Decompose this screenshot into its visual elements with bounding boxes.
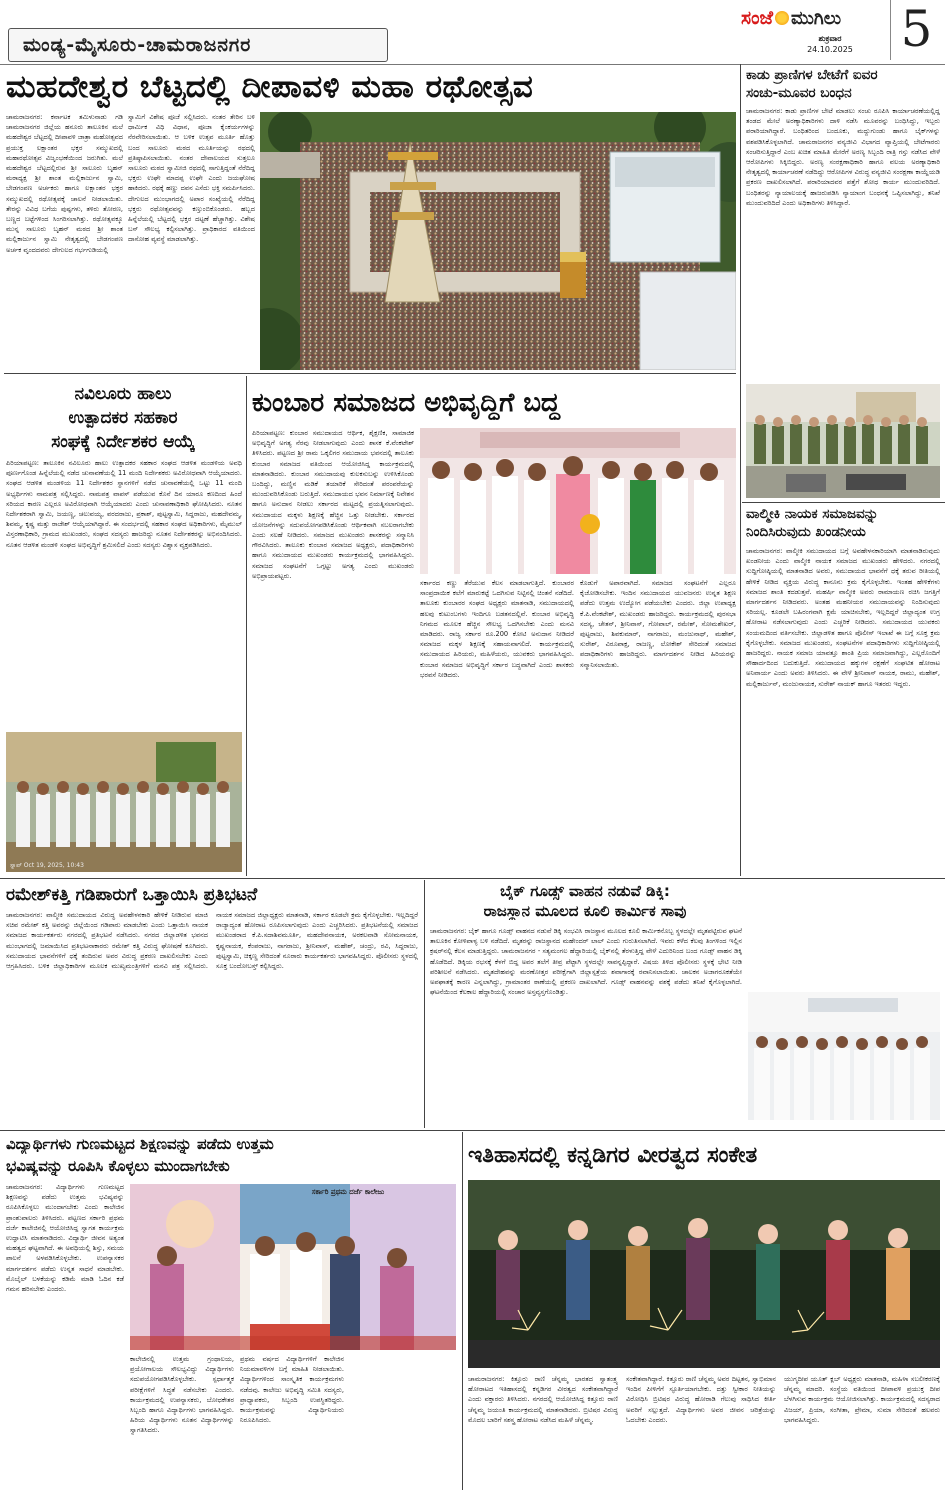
temple-crowd-illustration [260,112,736,370]
milk-headline-line3: ಸಂಘಕ್ಕೆ ನಿರ್ದೇಶಕರ ಆಯ್ಕೆ [51,432,195,452]
divider [0,878,945,879]
office-group-illustration [748,992,940,1120]
column-divider [424,880,425,1128]
felicitation-illustration [420,428,736,574]
column-divider [462,1132,463,1490]
wildlife-headline-line1: ಕಾಡು ಪ್ರಾಣಿಗಳ ಬೇಟೆಗೆ ಐವರ [746,67,878,83]
issue-date: 24.10.2025 [807,45,853,54]
wildlife-headline-line2: ಸಂಚು-ಮೂವರ ಬಂಧನ [746,85,852,101]
photo-timestamp: ಸ್ನಾಪ್ Oct 19, 2025, 10:43 [10,862,84,869]
kannada-col2: ಸಂಕೇತವಾಗಿದ್ದಾರೆ. ಕಿತ್ತೂರು ರಾಣಿ ಚೆನ್ನಮ್ಮ ಅವರ ದಿಟ್ಟತನ, ಸ್ವಾಭಿಮಾನ ಇಂದಿನ ಪೀಳಿಗೆಗೆ ಸ್ಫೂರ್ತಿಯಾಗಬೇಕು. ದತ್ತು ಸ್ವೀಕಾರ ನೀತಿಯನ್ನು ವಿರೋಧಿಸಿ ಬ್ರಿಟಿಷರ ವಿರುದ್ಧ ಹೋರಾಡಿ ಗೆಲುವು ಸಾಧಿಸಿದ ಕೀರ್ತಿ ಅವರಿಗೆ ಸಲ್ಲುತ್ತದೆ. ವಿದ್ಯಾರ್ಥಿಗಳು ಅವರ ಜೀವನ ಚರಿತ್ರೆಯನ್ನು ಓದಬೇಕು ಎಂದರು. [626,1375,776,1424]
kumbara-col3: ಕೊಡುಗೆ ಅಪಾರವಾಗಿದೆ. ಸಮಾಜದ ಸಂಘಟನೆಗೆ ಎಲ್ಲರೂ ಕೈಜೋಡಿಸಬೇಕು. ಇಂದಿನ ಸಮುದಾಯದ ಯುವಜನರು ಉನ್ನತ ಶಿಕ್ಷಣ ಪಡೆದು ಉತ್ತಮ ಉದ್ಯೋಗ ಪಡೆಯಬೇಕು ಎಂದರು. ಜಿಲ್ಲಾ ಉಪಾಧ್ಯಕ್ಷ ಕೆ.ಪಿ.ವೆಂಕಟೇಶ್, ಮುಖಂಡರು ಹಾಜರಿದ್ದರು. ಕಾರ್ಯಕ್ರಮದಲ್ಲಿ ಪುರಸಭಾ ಸದಸ್ಯ, ಚೇತನ್, ಶ್ರೀನಿವಾಸ್, ಗೋಪಾಲ್, ರಮೇಶ್, ಸೋಮಶೇಖರ್, ಪುಟ್ಟರಾಜು, ಶಿವಕುಮಾರ್, ನಾಗರಾಜು, ಮಂಜುನಾಥ್, ಮಹೇಶ್, ಸುರೇಶ್, ವಿರೂಪಾಕ್ಷ, ರಾಜಣ್ಣ, ಲೋಕೇಶ್ ಸೇರಿದಂತೆ ಸಮಾಜದ ಪದಾಧಿಕಾರಿಗಳು ಹಾಜರಿದ್ದರು. ಮಾರ್ಗದರ್ಶನ ನೀಡಿದ ಹಿರಿಯರನ್ನು ಸನ್ಮಾನಿಸಲಾಯಿತು. [580,579,736,669]
divider [0,1130,945,1131]
students-headline-line1: ವಿದ್ಯಾರ್ಥಿಗಳು ಗುಣಮಟ್ಟದ ಶಿಕ್ಷಣವನ್ನು ಪಡೆದು ಉತ್ತಮ [6,1135,274,1153]
header-divider [0,64,945,65]
accident-body: ಚಾಮರಾಜನಗರ: ಬೈಕ್ ಹಾಗೂ ಗೂಡ್ಸ್ ವಾಹನದ ನಡುವೆ ಡಿಕ್ಕಿ ಸಂಭವಿಸಿ ರಾಜಸ್ಥಾನ ಮೂಲದ ಕೂಲಿ ಕಾರ್ಮಿಕನೊಬ್ಬ ಸ್ಥಳದಲ್ಲೇ ಮೃತಪಟ್ಟಿರುವ ಘಟನೆ ತಾಲೂಕಿನ ಕೋಳಿಪಾಳ್ಯ ಬಳಿ ನಡೆದಿದೆ. ಮೃತರನ್ನು ರಾಜಸ್ಥಾನದ ಮಹೇಂದರ್ ಲಾಲ್ ಎಂದು ಗುರುತಿಸಲಾಗಿದೆ. ಇವರು ಕಳೆದ ಕೆಲವು ತಿಂಗಳಿಂದ ಇಲ್ಲಿನ ಕ್ರಷರ್‌ನಲ್ಲಿ ಕೆಲಸ ಮಾಡುತ್ತಿದ್ದರು. ಚಾಮರಾಜನಗರ - ಸತ್ಯಮಂಗಲ ಹೆದ್ದಾರಿಯಲ್ಲಿ ಬೈಕ್‌ನಲ್ಲಿ ತೆರಳುತ್ತಿದ್ದ ವೇಳೆ ಎದುರಿನಿಂದ ಬಂದ ಗೂಡ್ಸ್ ವಾಹನ ಡಿಕ್ಕಿ ಹೊಡೆದಿದೆ. ಡಿಕ್ಕಿಯ ರಭಸಕ್ಕೆ ಕೆಳಗೆ ಬಿದ್ದ ಅವರ ತಲೆಗೆ ತೀವ್ರ ಪೆಟ್ಟಾಗಿ ಸ್ಥಳದಲ್ಲೇ ಸಾವನ್ನಪ್ಪಿದ್ದಾರೆ. ವಿಷಯ ತಿಳಿದ ಪೊಲೀಸರು ಸ್ಥಳಕ್ಕೆ ಭೇಟಿ ನೀಡಿ ಪರಿಶೀಲನೆ ನಡೆಸಿದರು. ಮೃತದೇಹವನ್ನು ಮರಣೋತ್ತರ ಪರೀಕ್ಷೆಗಾಗಿ ಜಿಲ್ಲಾಸ್ಪತ್ರೆಯ ಶವಾಗಾರಕ್ಕೆ ರವಾನಿಸಲಾಯಿತು. ಚಾಲಕನ ಅಜಾಗರೂಕತೆಯೇ ಅಪಘಾತಕ್ಕೆ ಕಾರಣ ಎನ್ನಲಾಗಿದ್ದು, ಗ್ರಾಮಾಂತರ ಠಾಣೆಯಲ್ಲಿ ಪ್ರಕರಣ ದಾಖಲಾಗಿದೆ. ಗೂಡ್ಸ್ ವಾಹನವನ್ನು ವಶಕ್ಕೆ ಪಡೆದು ತನಿಖೆ ಕೈಗೊಳ್ಳಲಾಗಿದೆ. ಘಟನೆಯಿಂದ ಕೆಲಕಾಲ ಹೆದ್ದಾರಿಯಲ್ಲಿ ಸಂಚಾರ ಅಸ್ತವ್ಯಸ್ತಗೊಂಡಿತ್ತು. [430,927,742,997]
protest-body: ಚಾಮರಾಜನಗರ: ವಾಲ್ಮೀಕಿ ಸಮುದಾಯದ ವಿರುದ್ಧ ಅವಹೇಳನಕಾರಿ ಹೇಳಿಕೆ ನೀಡಿರುವ ಮಾಜಿ ಸಚಿವ ರಮೇಶ್ ಕತ್ತಿ ಅವರನ್ನು ಜಿಲ್ಲೆಯಿಂದ ಗಡಿಪಾರು ಮಾಡಬೇಕು ಎಂದು ಒತ್ತಾಯಿಸಿ ನಾಯಕ ಸಮಾಜದ ಕಾರ್ಯಕರ್ತರು ನಗರದಲ್ಲಿ ಪ್ರತಿಭಟನೆ ನಡೆಸಿದರು. ನಗರದ ಜಿಲ್ಲಾಡಳಿತ ಭವನದ ಮುಂಭಾಗದಲ್ಲಿ ಜಮಾಯಿಸಿದ ಪ್ರತಿಭಟನಾಕಾರರು ರಮೇಶ್ ಕತ್ತಿ ವಿರುದ್ಧ ಘೋಷಣೆ ಕೂಗಿದರು. ಸಮುದಾಯದ ಭಾವನೆಗಳಿಗೆ ಧಕ್ಕೆ ತಂದಿರುವ ಅವರ ವಿರುದ್ಧ ಪ್ರಕರಣ ದಾಖಲಿಸಬೇಕು ಎಂದು ಆಗ್ರಹಿಸಿದರು. ಬಳಿಕ ಜಿಲ್ಲಾಧಿಕಾರಿಗಳ ಮೂಲಕ ಮುಖ್ಯಮಂತ್ರಿಗಳಿಗೆ ಮನವಿ ಪತ್ರ ಸಲ್ಲಿಸಿದರು. ನಾಯಕ ಸಮಾಜದ ಜಿಲ್ಲಾಧ್ಯಕ್ಷರು ಮಾತನಾಡಿ, ಸರ್ಕಾರ ಕೂಡಲೇ ಕ್ರಮ ಕೈಗೊಳ್ಳಬೇಕು. ಇಲ್ಲದಿದ್ದರೆ ರಾಜ್ಯಾದ್ಯಂತ ಹೋರಾಟ ರೂಪಿಸಲಾಗುವುದು ಎಂದು ಎಚ್ಚರಿಸಿದರು. ಪ್ರತಿಭಟನೆಯಲ್ಲಿ ಸಮಾಜದ ಮುಖಂಡರಾದ ಕೆ.ಪಿ.ಸದಾಶಿವಮೂರ್ತಿ, ಮಹದೇವನಾಯಕ, ಅರಕಲವಾಡಿ ಸೋಮನಾಯಕ, ಕೃಷ್ಣನಾಯಕ, ಕೆಂಪರಾಜು, ನಾಗರಾಜು, ಶ್ರೀನಿವಾಸ್, ಮಹೇಶ್, ಚಂದ್ರು, ರವಿ, ಸಿದ್ದರಾಜು, ಪುಟ್ಟಸ್ವಾಮಿ, ಚಿಕ್ಕಣ್ಣ ಸೇರಿದಂತೆ ನೂರಾರು ಕಾರ್ಯಕರ್ತರು ಭಾಗವಹಿಸಿದ್ದರು. ಪೊಲೀಸರು ಸ್ಥಳದಲ್ಲಿ ಸೂಕ್ತ ಬಂದೋಬಸ್ತ್ ಕಲ್ಪಿಸಿದ್ದರು. [6,911,418,971]
milk-headline-line1: ನವಿಲೂರು ಹಾಲು [74,384,172,404]
students-col1: ಚಾಮರಾಜನಗರ: ವಿದ್ಯಾರ್ಥಿಗಳು ಗುಣಮಟ್ಟದ ಶಿಕ್ಷಣವನ್ನು ಪಡೆದು ಉತ್ತಮ ಭವಿಷ್ಯವನ್ನು ರೂಪಿಸಿಕೊಳ್ಳಲು ಮುಂದಾಗಬೇಕು ಎಂದು ಕಾಲೇಜಿನ ಪ್ರಾಂಶುಪಾಲರು ತಿಳಿಸಿದರು. ಪಟ್ಟಣದ ಸರ್ಕಾರಿ ಪ್ರಥಮ ದರ್ಜೆ ಕಾಲೇಜಿನಲ್ಲಿ ಆಯೋಜಿಸಿದ್ದ ಸ್ವಾಗತ ಕಾರ್ಯಕ್ರಮ ಉದ್ಘಾಟಿಸಿ ಮಾತನಾಡಿದರು. ವಿದ್ಯಾರ್ಥಿ ಜೀವನ ಅತ್ಯಂತ ಮಹತ್ವದ ಘಟ್ಟವಾಗಿದೆ. ಈ ಅವಧಿಯಲ್ಲಿ ಶಿಸ್ತು, ಸಮಯ ಪಾಲನೆ ಅಳವಡಿಸಿಕೊಳ್ಳಬೇಕು. ಉಪನ್ಯಾಸಕರ ಮಾರ್ಗದರ್ಶನ ಪಡೆದು ಉನ್ನತ ಸಾಧನೆ ಮಾಡಬೇಕು. ಮೊಬೈಲ್ ಬಳಕೆಯನ್ನು ಕಡಿಮೆ ಮಾಡಿ ಓದಿನ ಕಡೆ ಗಮನ ಹರಿಸಬೇಕು ಎಂದರು. [6,1183,124,1294]
valmiki-meeting-photo [748,992,940,1120]
kannada-col3: ಯುಗ್ಮದೀಪ ಯೂತ್ ಕ್ಲಬ್ ಅಧ್ಯಕ್ಷರು ಮಾತನಾಡಿ, ಮಹಿಳಾ ಸಬಲೀಕರಣಕ್ಕೆ ಚೆನ್ನಮ್ಮ ಮಾದರಿ. ಸಂಸ್ಥೆಯ ವತಿಯಿಂದ ದೀಪಾವಳಿ ಪ್ರಯುಕ್ತ ದೀಪ ಬೆಳಗಿಸುವ ಕಾರ್ಯಕ್ರಮ ಆಯೋಜಿಸಲಾಗಿತ್ತು. ಕಾರ್ಯಕ್ರಮದಲ್ಲಿ ಸದಸ್ಯರಾದ ವಿಜಯ್, ಪ್ರಿಯಾ, ಸಂಗೀತಾ, ಪ್ರೇಮಾ, ಸುಮಾ ಸೇರಿದಂತೆ ಹಲವರು ಭಾಗವಹಿಸಿದ್ದರು. [784,1375,940,1424]
rathotsava-headline: ಮಹದೇಶ್ವರ ಬೆಟ್ಟದಲ್ಲಿ ದೀಪಾವಳಿ ಮಹಾ ರಥೋತ್ಸವ [6,69,534,105]
section-title: ಮಂಡ್ಯ-ಮೈಸೂರು-ಚಾಮರಾಜನಗರ [8,28,388,62]
divider [742,502,945,503]
accident-headline-line1: ಬೈಕ್ ಗೂಡ್ಸ್ ವಾಹನ ನಡುವೆ ಡಿಕ್ಕಿ: [500,882,670,900]
college-banner: ಸರ್ಕಾರಿ ಪ್ರಥಮ ದರ್ಜೆ ಕಾಲೇಜು [311,1188,385,1196]
students-col3: ಪ್ರಥಮ ವರ್ಷದ ವಿದ್ಯಾರ್ಥಿಗಳಿಗೆ ಕಾಲೇಜಿನ ನಿಯಮಾವಳಿಗಳ ಬಗ್ಗೆ ಮಾಹಿತಿ ನೀಡಲಾಯಿತು. ವಿದ್ಯಾರ್ಥಿಗಳಿಂದ ಸಾಂಸ್ಕೃತಿಕ ಕಾರ್ಯಕ್ರಮಗಳು ನಡೆದವು. ಕಾಲೇಜು ಅಭಿವೃದ್ಧಿ ಸಮಿತಿ ಸದಸ್ಯರು, ಪ್ರಾಧ್ಯಾಪಕರು, ಸಿಬ್ಬಂದಿ ಉಪಸ್ಥಿತರಿದ್ದರು. ಕಾರ್ಯಕ್ರಮವನ್ನು ವಿದ್ಯಾರ್ಥಿನಿಯರು ನಿರೂಪಿಸಿದರು. [240,1355,344,1425]
accident-headline-line2: ರಾಜಸ್ಥಾನ ಮೂಲದ ಕೂಲಿ ಕಾರ್ಮಿಕ ಸಾವು [483,902,687,920]
group-photo-illustration [6,732,242,872]
rathotsava-aerial-photo [260,112,736,370]
valmiki-headline-line2: ನಿಂದಿಸಿರುವುದು ಖಂಡನೀಯ [746,524,866,540]
kannada-celebration-photo [468,1180,940,1368]
issue-day: ಶುಕ್ರವಾರ [818,34,842,43]
diwali-sparklers-illustration [468,1180,940,1368]
column-divider [246,376,247,876]
sun-icon [775,11,789,25]
kumbara-col2: ಸರ್ಕಾರದ ಕಣ್ಣು ತೆರೆಯುವ ಕೆಲಸ ಮಾಡಲಾಗುತ್ತಿದೆ. ಕುಂಬಾರರ ಸಾಂಪ್ರದಾಯಿಕ ಕಲೆಗೆ ಮಾರುಕಟ್ಟೆ ಒದಗಿಸುವ ನಿಟ್ಟಿನಲ್ಲಿ ಚಿಂತನೆ ನಡೆದಿದೆ. ತಾಲೂಕು ಕುಂಬಾರರ ಸಂಘದ ಅಧ್ಯಕ್ಷರು ಮಾತನಾಡಿ, ಸಮುದಾಯದಲ್ಲಿ ಹಲವು ಕುಟುಂಬಗಳು ಇಂದಿಗೂ ಬಡತನದಲ್ಲಿವೆ. ಕುಂಬಾರ ಅಭಿವೃದ್ಧಿ ನಿಗಮದ ಮೂಲಕ ಹೆಚ್ಚಿನ ಸೌಲಭ್ಯ ಒದಗಿಸಬೇಕು ಎಂದು ಮನವಿ ಮಾಡಿದರು. ರಾಜ್ಯ ಸರ್ಕಾರ ರೂ.200 ಕೋಟಿ ಅನುದಾನ ನೀಡಿದರೆ ಸಮಾಜದ ಮಕ್ಕಳ ಶಿಕ್ಷಣಕ್ಕೆ ಸಹಾಯವಾಗಲಿದೆ. ಕಾರ್ಯಕ್ರಮದಲ್ಲಿ ಸಮುದಾಯದ ಹಿರಿಯರು, ಮಹಿಳೆಯರು, ಯುವಕರು ಭಾಗವಹಿಸಿದ್ದರು. ಕುಂಬಾರ ಸಮಾಜದ ಅಭಿವೃದ್ಧಿಗೆ ಸರ್ಕಾರ ಬದ್ಧವಾಗಿದೆ ಎಂದು ಶಾಸಕರು ಭರವಸೆ ನೀಡಿದರು. [420,579,574,679]
students-headline-line2: ಭವಿಷ್ಯವನ್ನು ರೂಪಿಸಿ ಕೊಳ್ಳಲು ಮುಂದಾಗಬೇಕು [6,1157,230,1175]
wildlife-arrest-photo [746,384,940,498]
kumbara-col1: ಪಿರಿಯಾಪಟ್ಟಣ: ಕುಂಬಾರ ಸಮುದಾಯದ ಆರ್ಥಿಕ, ಶೈಕ್ಷಣಿಕ, ಸಾಮಾಜಿಕ ಅಭಿವೃದ್ಧಿಗೆ ಅಗತ್ಯ ನೆರವು ನೀಡಲಾಗುವುದು ಎಂದು ಶಾಸಕ ಕೆ.ವೆಂಕಟೇಶ್ ತಿಳಿಸಿದರು. ಪಟ್ಟಣದ ಶ್ರೀ ರಾಮ ಒಕ್ಕಲಿಗರ ಸಮುದಾಯ ಭವನದಲ್ಲಿ ತಾಲೂಕು ಕುಂಬಾರ ಸಮಾಜದ ವತಿಯಿಂದ ಆಯೋಜಿಸಿದ್ದ ಕಾರ್ಯಕ್ರಮದಲ್ಲಿ ಮಾತನಾಡಿದರು. ಕುಂಬಾರ ಸಮುದಾಯವು ಕುಲಕಸುಬನ್ನು ಉಳಿಸಿಕೊಂಡು ಬಂದಿದ್ದು, ಮಣ್ಣಿನ ಮಡಿಕೆ ತಯಾರಿಕೆ ಸೇರಿದಂತೆ ಪರಂಪರೆಯನ್ನು ಮುಂದುವರಿಸಿಕೊಂಡು ಬರುತ್ತಿದೆ. ಸಮುದಾಯದ ಭವನ ನಿರ್ಮಾಣಕ್ಕೆ ನಿವೇಶನ ಹಾಗೂ ಅನುದಾನ ನೀಡಲು ಸರ್ಕಾರದ ಮಟ್ಟದಲ್ಲಿ ಪ್ರಯತ್ನಿಸಲಾಗುವುದು. ಸಮುದಾಯದ ಮಕ್ಕಳು ಶಿಕ್ಷಣಕ್ಕೆ ಹೆಚ್ಚಿನ ಒತ್ತು ನೀಡಬೇಕು. ಸರ್ಕಾರದ ಯೋಜನೆಗಳನ್ನು ಸದುಪಯೋಗಪಡಿಸಿಕೊಂಡು ಆರ್ಥಿಕವಾಗಿ ಸಬಲರಾಗಬೇಕು ಎಂದು ಸಲಹೆ ನೀಡಿದರು. ಸಮಾಜದ ಮುಖಂಡರು ಶಾಸಕರನ್ನು ಸನ್ಮಾನಿಸಿ ಗೌರವಿಸಿದರು. ತಾಲೂಕು ಕುಂಬಾರ ಸಮಾಜದ ಅಧ್ಯಕ್ಷರು, ಪದಾಧಿಕಾರಿಗಳು ಹಾಗೂ ಸಮುದಾಯದ ಮುಖಂಡರು ಕಾರ್ಯಕ್ರಮದಲ್ಲಿ ಭಾಗವಹಿಸಿದ್ದರು. ಸಮಾಜದ ಸಂಘಟನೆಗೆ ಒಗ್ಗಟ್ಟು ಅಗತ್ಯ ಎಂದು ಮುಖಂಡರು ಅಭಿಪ್ರಾಯಪಟ್ಟರು. [252,429,414,580]
college-event-illustration [130,1184,456,1350]
divider [4,373,736,374]
milk-headline-line2: ಉತ್ಪಾದಕರ ಸಹಕಾರ [68,408,178,428]
rathotsava-col1: ಚಾಮರಾಜನಗರ: ಕರ್ನಾಟಕ ತಮಿಳುನಾಡು ಗಡಿ ಚಾಮರಾಜನಗರ ಜಿಲ್ಲೆಯ ಹನೂರು ತಾಲೂಕಿನ ಮಲೆ ಮಹದೇಶ್ವರ ಬೆಟ್ಟದಲ್ಲಿ ದೀಪಾವಳಿ ಜಾತ್ರಾ ಮಹೋತ್ಸವದ ಪ್ರಯುಕ್ತ ಲಕ್ಷಾಂತರ ಭಕ್ತರ ಸಮ್ಮುಖದಲ್ಲಿ ಮಹಾರಥೋತ್ಸವ ವಿಜೃಂಭಣೆಯಿಂದ ಜರುಗಿತು. ಮಲೆ ಮಹದೇಶ್ವರ ಬೆಟ್ಟದಲ್ಲಿರುವ ಶ್ರೀ ಸಾಲೂರು ಬೃಹನ್ ಮಠಾಧ್ಯಕ್ಷ ಶ್ರೀ ಶಾಂತ ಮಲ್ಲಿಕಾರ್ಜುನ ಸ್ವಾಮಿ, ಬೇಡಗಂಪಣ ಅರ್ಚಕರು ಹಾಗೂ ಲಕ್ಷಾಂತರ ಭಕ್ತರ ಸಮ್ಮುಖದಲ್ಲಿ ರಥೋತ್ಸವಕ್ಕೆ ಚಾಲನೆ ನೀಡಲಾಯಿತು. ತೇರನ್ನು ವಿವಿಧ ಬಗೆಯ ಪುಷ್ಪಗಳು, ತಳಿರು ತೋರಣ, ಬಣ್ಣದ ಬಟ್ಟೆಗಳಿಂದ ಸಿಂಗರಿಸಲಾಗಿತ್ತು. ರಥೋತ್ಸವಕ್ಕೂ ಮುನ್ನ ಸಾಲೂರು ಬೃಹನ್ ಮಠದ ಶ್ರೀ ಶಾಂತ ಮಲ್ಲಿಕಾರ್ಜುನ ಸ್ವಾಮಿ ನೇತೃತ್ವದಲ್ಲಿ ಬೇಡಗಂಪಣ ಅರ್ಚಕ ವೃಂದದವರು ದೇಗುಲದ ಗರ್ಭಗುಡಿಯಲ್ಲಿ [6,113,123,254]
milk-directors-photo [6,732,242,872]
masthead [741,4,883,32]
brand-right: ಮುಗಿಲು [791,7,842,29]
milk-body: ಪಿರಿಯಾಪಟ್ಟಣ: ತಾಲೂಕಿನ ನವಿಲೂರು ಹಾಲು ಉತ್ಪಾದಕರ ಸಹಕಾರ ಸಂಘದ ಆಡಳಿತ ಮಂಡಳಿಯ ಅವಧಿ ಪೂರ್ಣಗೊಂಡ ಹಿನ್ನೆಲೆಯಲ್ಲಿ ನಡೆದ ಚುನಾವಣೆಯಲ್ಲಿ 11 ಮಂದಿ ನಿರ್ದೇಶಕರು ಅವಿರೋಧವಾಗಿ ಆಯ್ಕೆಯಾದರು. ಸಂಘದ ಆಡಳಿತ ಮಂಡಳಿಯ 11 ನಿರ್ದೇಶಕರ ಸ್ಥಾನಗಳಿಗೆ ನಡೆದ ಚುನಾವಣೆಯಲ್ಲಿ ಒಟ್ಟು 11 ಮಂದಿ ಅಭ್ಯರ್ಥಿಗಳು ನಾಮಪತ್ರ ಸಲ್ಲಿಸಿದ್ದರು. ನಾಮಪತ್ರ ವಾಪಸ್ ಪಡೆಯುವ ಕೊನೆ ದಿನ ಯಾರೂ ಕಣದಿಂದ ಹಿಂದೆ ಸರಿಯದ ಕಾರಣ ಎಲ್ಲರೂ ಅವಿರೋಧವಾಗಿ ಆಯ್ಕೆಯಾದರು ಎಂದು ಚುನಾವಣಾಧಿಕಾರಿ ಘೋಷಿಸಿದರು. ನೂತನ ನಿರ್ದೇಶಕರಾಗಿ ಸ್ವಾಮಿ, ಜಯಣ್ಣ, ಚಲುವಯ್ಯ, ವರದರಾಜು, ಪ್ರಕಾಶ್, ಪುಟ್ಟಸ್ವಾಮಿ, ಸಿದ್ದರಾಜು, ಮಹದೇವಮ್ಮ, ಶಿವಮ್ಮ, ಕೃಷ್ಣ ಮತ್ತು ರಾಜೇಶ್ ಆಯ್ಕೆಯಾಗಿದ್ದಾರೆ. ಈ ಸಂದರ್ಭದಲ್ಲಿ ಸಹಕಾರ ಸಂಘದ ಅಧಿಕಾರಿಗಳು, ಮೈಮುಲ್ ವಿಸ್ತರಣಾಧಿಕಾರಿ, ಗ್ರಾಮದ ಮುಖಂಡರು, ಸಂಘದ ಸದಸ್ಯರು ಹಾಜರಿದ್ದು ನೂತನ ನಿರ್ದೇಶಕರನ್ನು ಅಭಿನಂದಿಸಿದರು. ನೂತನ ಆಡಳಿತ ಮಂಡಳಿ ಸಂಘದ ಅಭಿವೃದ್ಧಿಗೆ ಶ್ರಮಿಸಲಿದೆ ಎಂದು ಸದಸ್ಯರು ವಿಶ್ವಾಸ ವ್ಯಕ್ತಪಡಿಸಿದರು. [6,459,242,549]
brand-left: ಸಂಜೆ [741,7,774,29]
valmiki-body: ಚಾಮರಾಜನಗರ: ವಾಲ್ಮೀಕಿ ಸಮುದಾಯದ ಬಗ್ಗೆ ಅವಹೇಳನಕಾರಿಯಾಗಿ ಮಾತನಾಡಿರುವುದು ಖಂಡನೀಯ ಎಂದು ವಾಲ್ಮೀಕಿ ನಾಯಕ ಸಮಾಜದ ಮುಖಂಡರು ಹೇಳಿದರು. ನಗರದಲ್ಲಿ ಸುದ್ದಿಗೋಷ್ಠಿಯಲ್ಲಿ ಮಾತನಾಡಿದ ಅವರು, ಸಮುದಾಯದ ಭಾವನೆಗೆ ಧಕ್ಕೆ ತರುವ ರೀತಿಯಲ್ಲಿ ಹೇಳಿಕೆ ನೀಡಿದ ವ್ಯಕ್ತಿಯ ವಿರುದ್ಧ ಕಾನೂನು ಕ್ರಮ ಕೈಗೊಳ್ಳಬೇಕು. ಇಂತಹ ಹೇಳಿಕೆಗಳು ಸಮಾಜದ ಶಾಂತಿ ಕದಡುತ್ತವೆ. ಮಹರ್ಷಿ ವಾಲ್ಮೀಕಿ ಅವರು ರಾಮಾಯಣ ರಚಿಸಿ ಜಗತ್ತಿಗೆ ಮಾರ್ಗದರ್ಶನ ನೀಡಿದವರು. ಅಂತಹ ಮಹನೀಯರ ಸಮುದಾಯವನ್ನು ನಿಂದಿಸುವುದು ಸರಿಯಲ್ಲ. ಕೂಡಲೇ ಬಹಿರಂಗವಾಗಿ ಕ್ಷಮೆ ಯಾಚಿಸಬೇಕು, ಇಲ್ಲದಿದ್ದರೆ ಜಿಲ್ಲಾದ್ಯಂತ ಉಗ್ರ ಹೋರಾಟ ನಡೆಸಲಾಗುವುದು ಎಂದು ಎಚ್ಚರಿಕೆ ನೀಡಿದರು. ಸಮುದಾಯದ ಯುವಕರು ಸಂಯಮದಿಂದ ವರ್ತಿಸಬೇಕು. ಜಿಲ್ಲಾಡಳಿತ ಹಾಗೂ ಪೊಲೀಸ್ ಇಲಾಖೆ ಈ ಬಗ್ಗೆ ಸೂಕ್ತ ಕ್ರಮ ಕೈಗೊಳ್ಳಬೇಕು. ಸಮಾಜದ ಮುಖಂಡರು, ಸಂಘಟನೆಗಳ ಪದಾಧಿಕಾರಿಗಳು ಸುದ್ದಿಗೋಷ್ಠಿಯಲ್ಲಿ ಹಾಜರಿದ್ದರು. ನಾಯಕ ಸಮಾಜ ಯಾವತ್ತೂ ಶಾಂತಿ ಪ್ರಿಯ ಸಮಾಜವಾಗಿದ್ದು, ಎಲ್ಲರೊಂದಿಗೆ ಸೌಹಾರ್ದದಿಂದ ಬದುಕುತ್ತಿದೆ. ಸಮುದಾಯದ ಹಕ್ಕುಗಳ ರಕ್ಷಣೆಗೆ ಸಂಘಟಿತ ಹೋರಾಟ ಅನಿವಾರ್ಯ ಎಂದು ಅವರು ತಿಳಿಸಿದರು. ಈ ವೇಳೆ ಶ್ರೀನಿವಾಸ್ ನಾಯಕ, ರಾಮು, ಮಹೇಶ್, ಮಲ್ಲಿಕಾರ್ಜುನ್, ಮಂಜುನಾಯಕ, ಸುರೇಶ್ ನಾಯಕ್ ಹಾಗೂ ಇತರರು ಇದ್ದರು. [746,547,940,688]
protest-headline: ರಮೇಶ್‌ಕತ್ತಿ ಗಡಿಪಾರುಗೆ ಒತ್ತಾಯಿಸಿ ಪ್ರತಿಭಟನೆ [6,885,258,905]
page-number: 5 [890,0,942,60]
wildlife-body: ಚಾಮರಾಜನಗರ: ಕಾಡು ಪ್ರಾಣಿಗಳ ಬೇಟೆ ಮಾಡಲು ಸಂಚು ರೂಪಿಸಿ ಕಾರ್ಯಾಚರಣೆಯಲ್ಲಿದ್ದ ತಂಡದ ಮೇಲೆ ಅರಣ್ಯಾಧಿಕಾರಿಗಳು ದಾಳಿ ನಡೆಸಿ ಮೂವರನ್ನು ಬಂಧಿಸಿದ್ದು, ಇಬ್ಬರು ಪರಾರಿಯಾಗಿದ್ದಾರೆ. ಬಂಧಿತರಿಂದ ಬಂದೂಕು, ಮದ್ದುಗುಂಡು ಹಾಗೂ ಬೈಕ್‌ಗಳನ್ನು ವಶಪಡಿಸಿಕೊಳ್ಳಲಾಗಿದೆ. ಚಾಮರಾಜನಗರ ವನ್ಯಜೀವಿ ವಿಭಾಗದ ವ್ಯಾಪ್ತಿಯಲ್ಲಿ ಬೇಟೆಗಾರರು ಸಂಚರಿಸುತ್ತಿದ್ದಾರೆ ಎಂಬ ಖಚಿತ ಮಾಹಿತಿ ಮೇರೆಗೆ ಅರಣ್ಯ ಸಿಬ್ಬಂದಿ ರಾತ್ರಿ ಗಸ್ತು ನಡೆಸಿದ ವೇಳೆ ಆರೋಪಿಗಳು ಸಿಕ್ಕಿಬಿದ್ದರು. ಅರಣ್ಯ ಸಂರಕ್ಷಣಾಧಿಕಾರಿ ಹಾಗೂ ವಲಯ ಅರಣ್ಯಾಧಿಕಾರಿ ನೇತೃತ್ವದಲ್ಲಿ ಕಾರ್ಯಾಚರಣೆ ನಡೆದಿದ್ದು ಆರೋಪಿಗಳ ವಿರುದ್ಧ ವನ್ಯಜೀವಿ ಸಂರಕ್ಷಣಾ ಕಾಯ್ದೆಯಡಿ ಪ್ರಕರಣ ದಾಖಲಿಸಲಾಗಿದೆ. ಪರಾರಿಯಾದವರ ಪತ್ತೆಗೆ ಶೋಧ ಕಾರ್ಯ ಮುಂದುವರಿದಿದೆ. ಬಂಧಿತರನ್ನು ನ್ಯಾಯಾಲಯಕ್ಕೆ ಹಾಜರುಪಡಿಸಿ ನ್ಯಾಯಾಂಗ ಬಂಧನಕ್ಕೆ ಒಪ್ಪಿಸಲಾಗಿದ್ದು, ತನಿಖೆ ಮುಂದುವರಿದಿದೆ ಎಂದು ಅಧಿಕಾರಿಗಳು ತಿಳಿಸಿದ್ದಾರೆ. [746,107,940,207]
valmiki-headline-line1: ವಾಲ್ಮೀಕಿ ನಾಯಕ ಸಮಾಜವನ್ನು [746,506,879,522]
rathotsava-col2: ಸ್ವಾಮಿಗೆ ವಿಶೇಷ ಪೂಜೆ ಸಲ್ಲಿಸಿದರು. ನಂತರ ತೇರಿನ ಬಳಿ ಧಾರ್ಮಿಕ ವಿಧಿ ವಿಧಾನ, ಪೂಜಾ ಕೈಂಕರ್ಯಗಳನ್ನು ನೆರವೇರಿಸಲಾಯಿತು. ಆ ಬಳಿಕ ಉತ್ಸವ ಮೂರ್ತಿ ಹೊತ್ತು ಬಂದ ಸಾಲೂರು ಮಠದ ಮೂರ್ತಿಯನ್ನು ರಥದಲ್ಲಿ ಪ್ರತಿಷ್ಠಾಪಿಸಲಾಯಿತು. ನಂತರ ದೇವಾಲಯದ ಸುತ್ತಲೂ ಸಾಲೂರು ಮಠದ ಸ್ವಾಮೀಜಿ ರಥದಲ್ಲಿ ಸಾಗುತ್ತಿದ್ದಂತೆ ನೆರೆದಿದ್ದ ಭಕ್ತರು ಉಘೇ ಮಾದಪ್ಪ ಉಘೇ ಎಂದು ಜಯಘೋಷ ಹಾಕಿದರು. ರಥಕ್ಕೆ ಹಣ್ಣು ದವನ ಎಸೆದು ಭಕ್ತಿ ಸಮರ್ಪಿಸಿದರು. ದೇಗುಲದ ಮುಂಭಾಗದಲ್ಲಿ ಅಪಾರ ಸಂಖ್ಯೆಯಲ್ಲಿ ನೆರೆದಿದ್ದ ಭಕ್ತರು ರಥೋತ್ಸವವನ್ನು ಕಣ್ತುಂಬಿಕೊಂಡರು. ಹಬ್ಬದ ಹಿನ್ನೆಲೆಯಲ್ಲಿ ಬೆಟ್ಟದಲ್ಲಿ ಭಕ್ತರ ದಟ್ಟಣೆ ಹೆಚ್ಚಾಗಿತ್ತು. ವಿಶೇಷ ಬಸ್ ಸೌಲಭ್ಯ ಕಲ್ಪಿಸಲಾಗಿತ್ತು. ಪ್ರಾಧಿಕಾರದ ವತಿಯಿಂದ ದಾಸೋಹ ವ್ಯವಸ್ಥೆ ಮಾಡಲಾಗಿತ್ತು. [128,113,255,244]
kannada-headline: ಇತಿಹಾಸದಲ್ಲಿ ಕನ್ನಡಿಗರ ವೀರತ್ವದ ಸಂಕೇತ [468,1143,758,1168]
forest-staff-illustration [746,384,940,498]
kumbara-headline: ಕುಂಬಾರ ಸಮಾಜದ ಅಭಿವೃದ್ಧಿಗೆ ಬದ್ಧ [252,388,560,418]
students-college-photo [130,1184,456,1350]
column-divider [740,64,741,876]
kumbara-felicitation-photo [420,428,736,574]
kannada-col1: ಚಾಮರಾಜನಗರ: ಕಿತ್ತೂರು ರಾಣಿ ಚೆನ್ನಮ್ಮ ಭಾರತದ ಸ್ವಾತಂತ್ರ್ಯ ಹೋರಾಟದ ಇತಿಹಾಸದಲ್ಲಿ ಕನ್ನಡಿಗರ ವೀರತ್ವದ ಸಂಕೇತವಾಗಿದ್ದಾರೆ ಎಂದು ವಕ್ತಾರರು ತಿಳಿಸಿದರು. ನಗರದಲ್ಲಿ ಆಯೋಜಿಸಿದ್ದ ಕಿತ್ತೂರು ರಾಣಿ ಚೆನ್ನಮ್ಮ ಜಯಂತಿ ಕಾರ್ಯಕ್ರಮದಲ್ಲಿ ಮಾತನಾಡಿದರು. ಬ್ರಿಟಿಷರ ವಿರುದ್ಧ ಮೊದಲ ಬಾರಿಗೆ ಸಶಸ್ತ್ರ ಹೋರಾಟ ನಡೆಸಿದ ಮಹಿಳೆ ಚೆನ್ನಮ್ಮ. [468,1375,618,1424]
students-col2: ಕಾಲೇಜಿನಲ್ಲಿ ಉತ್ತಮ ಗ್ರಂಥಾಲಯ, ಪ್ರಯೋಗಾಲಯ ಸೌಲಭ್ಯವಿದ್ದು ವಿದ್ಯಾರ್ಥಿಗಳು ಸದುಪಯೋಗಪಡಿಸಿಕೊಳ್ಳಬೇಕು. ಸ್ಪರ್ಧಾತ್ಮಕ ಪರೀಕ್ಷೆಗಳಿಗೆ ಸಿದ್ಧತೆ ನಡೆಸಬೇಕು ಎಂದರು. ಕಾರ್ಯಕ್ರಮದಲ್ಲಿ ಉಪನ್ಯಾಸಕರು, ಬೋಧಕೇತರ ಸಿಬ್ಬಂದಿ ಹಾಗೂ ವಿದ್ಯಾರ್ಥಿಗಳು ಭಾಗವಹಿಸಿದ್ದರು. ಹಿರಿಯ ವಿದ್ಯಾರ್ಥಿಗಳು ನೂತನ ವಿದ್ಯಾರ್ಥಿಗಳನ್ನು ಸ್ವಾಗತಿಸಿದರು. [130,1355,234,1435]
